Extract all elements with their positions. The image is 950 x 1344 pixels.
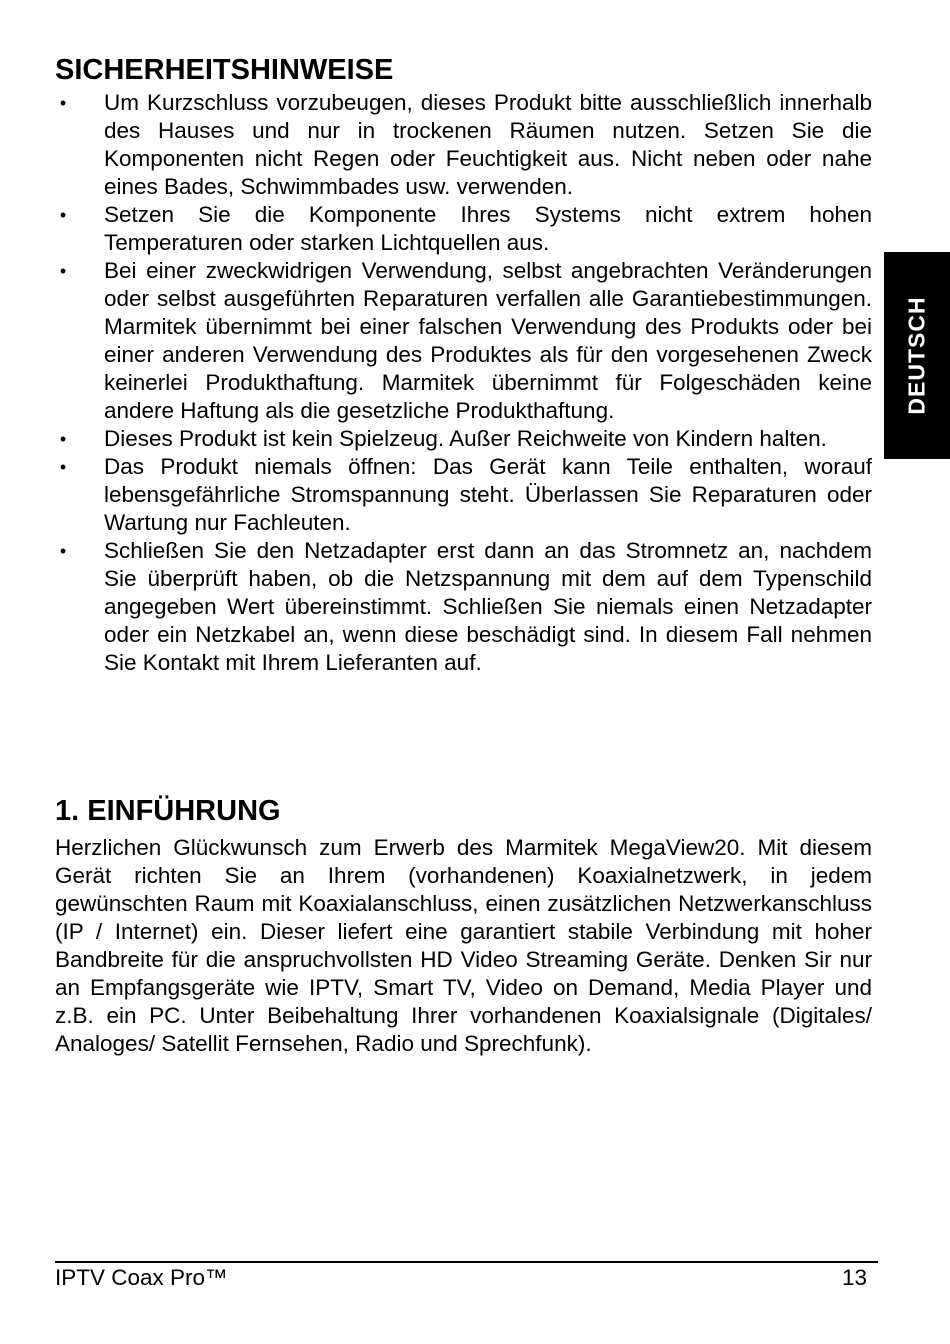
list-item [0, 89, 872, 201]
list-item [0, 537, 872, 677]
list-item [0, 425, 872, 453]
bullet-icon: • [59, 93, 67, 113]
bullet-icon: • [59, 457, 67, 477]
footer-divider [55, 1261, 878, 1263]
intro-paragraph: Herzlichen Glückwunsch zum Erwerb des Marmitek MegaView20. Mit diesem Gerät richten Sie an Ihrem (vorhandenen) Koaxialnetzwerk, in jedem gewünschten Raum mit Koaxialanschluss, einen zusätzlichen Netzwerkanschluss (IP / Internet) ein. Dieser liefert eine garantiert stabile Verbindung mit hoher Bandbreite für die anspruchvollsten HD Video Streaming Geräte. Denken Sir nur an Empfangsgeräte wie IPTV, Smart TV, Video on Demand, Media Player und z.B. ein PC. Unter Beibehaltung Ihrer vorhandenen Koaxialsignale (Digitales/ Analoges/ Satellit Fernsehen, Radio und Sprechfunk). [55, 835, 872, 1056]
language-tab-label: DEUTSCH [903, 296, 930, 415]
intro-heading: 1. EINFÜHRUNG [55, 795, 281, 827]
list-item-text: Um Kurzschluss vorzubeugen, dieses Produkt bitte ausschließlich innerhalb des Hauses und nur in trockenen Räumen nutzen. Setzen Sie die Komponenten nicht Regen oder Feuchtigkeit aus. Nicht neben oder nahe eines Bades, Schwimmbades usw. verwenden. [104, 90, 872, 199]
safety-heading: SICHERHEITSHINWEISE [55, 54, 394, 86]
footer-product-name: IPTV Coax Pro™ [55, 1265, 228, 1290]
list-item-text: Dieses Produkt ist kein Spielzeug. Außer Reichweite von Kindern halten. [104, 426, 827, 451]
list-item-text: Das Produkt niemals öffnen: Das Gerät kann Teile enthalten, worauf lebensgefährliche Stromspannung steht. Überlassen Sie Reparaturen oder Wartung nur Fachleuten. [104, 454, 872, 535]
list-item [0, 257, 872, 425]
list-item [0, 453, 872, 537]
bullet-icon: • [59, 429, 67, 449]
language-tab [884, 252, 950, 459]
bullet-icon: • [59, 261, 67, 281]
bullet-icon: • [59, 205, 67, 225]
safety-list [0, 89, 872, 677]
list-item-text: Bei einer zweckwidrigen Verwendung, selbst angebrachten Veränderungen oder selbst ausgeführten Reparaturen verfallen alle Garantiebestimmungen. Marmitek übernimmt bei einer falschen Verwendung des Produkts oder bei einer anderen Verwendung des Produktes als für den vorgesehenen Zweck keinerlei Produkthaftung. Marmitek übernimmt für Folgeschäden keine andere Haftung als die gesetzliche Produkthaftung. [104, 258, 872, 423]
list-item-text: Setzen Sie die Komponente Ihres Systems nicht extrem hohen Temperaturen oder starken Lichtquellen aus. [104, 202, 872, 255]
list-item-text: Schließen Sie den Netzadapter erst dann an das Stromnetz an, nachdem Sie überprüft haben, ob die Netzspannung mit dem auf dem Typenschild angegeben Wert übereinstimmt. Schließen Sie niemals einen Netzadapter oder ein Netzkabel an, wenn diese beschädigt sind. In diesem Fall nehmen Sie Kontakt mit Ihrem Lieferanten auf. [104, 538, 872, 675]
footer-page-number: 13 [841, 1265, 867, 1290]
bullet-icon: • [59, 541, 67, 561]
list-item [0, 201, 872, 257]
